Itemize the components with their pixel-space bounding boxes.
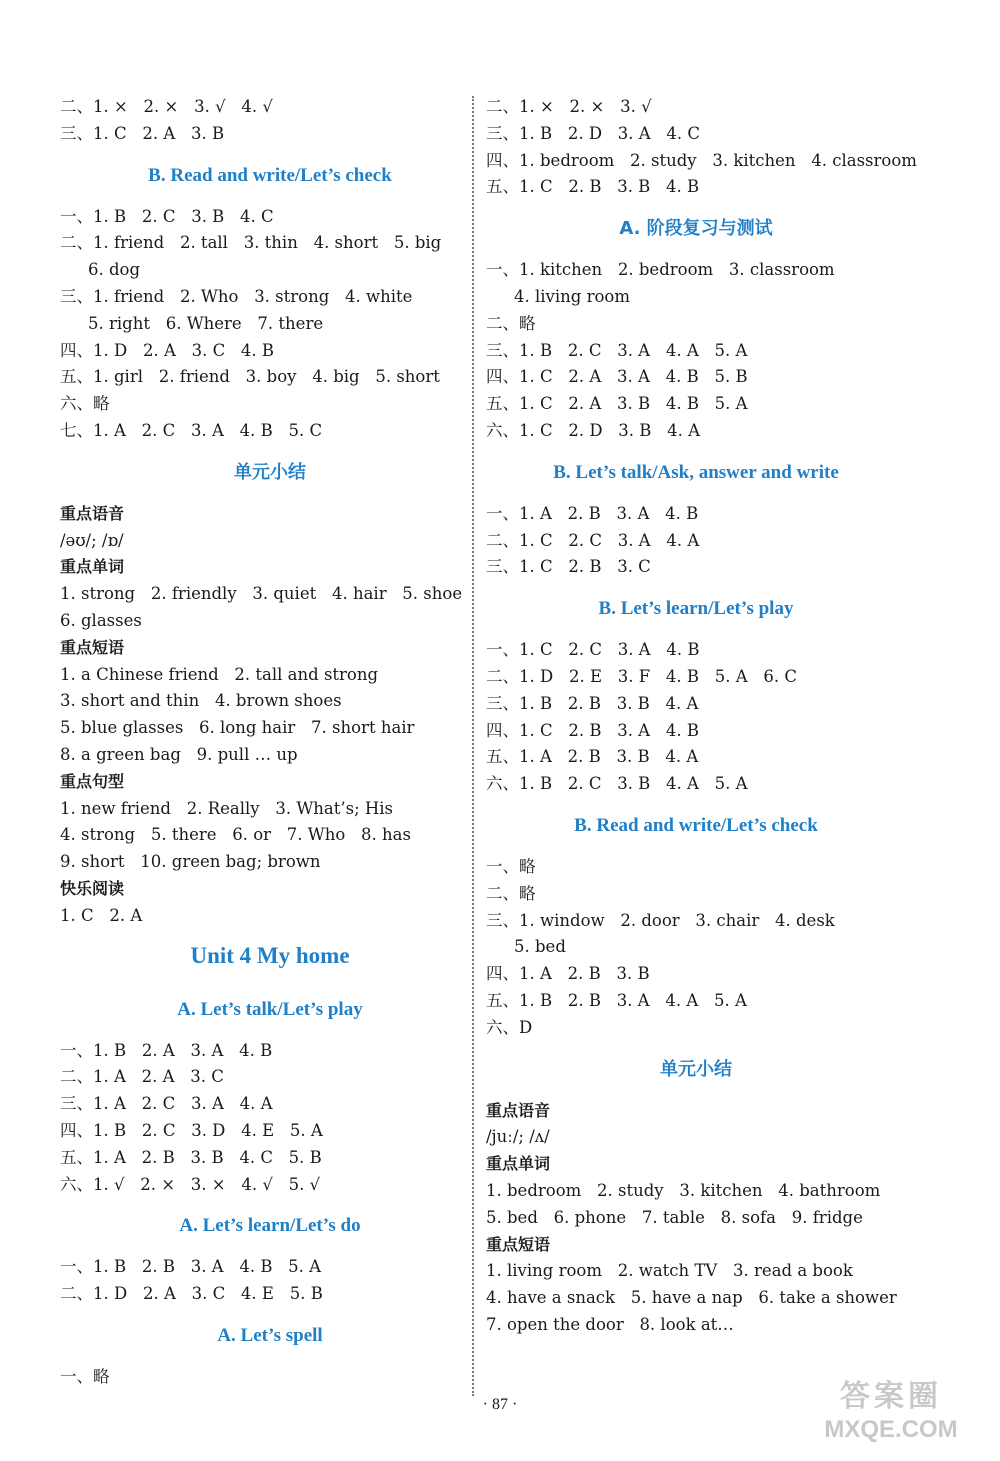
answer-line: 七、1. A 2. C 3. A 4. B 5. C [60, 420, 323, 440]
answer-line: 二、1. friend 2. tall 3. thin 4. short 5. big [60, 233, 442, 253]
answer-line: 五、1. girl 2. friend 3. boy 4. big 5. short [60, 367, 440, 387]
answer-line: 四、1. A 2. B 3. B [486, 964, 650, 984]
answer-line: 二、1. D 2. A 3. C 4. E 5. B [60, 1284, 323, 1304]
subsection-label: 重点单词 [60, 557, 125, 577]
answer-line: 二、1. A 2. A 3. C [60, 1067, 224, 1087]
subsection-label: 重点语音 [60, 503, 125, 523]
section-heading: A. Let’s talk/Let’s play [177, 998, 363, 1020]
answer-line: 1. a Chinese friend 2. tall and strong [60, 664, 379, 684]
answer-line: 三、1. B 2. C 3. A 4. A 5. A [486, 340, 748, 360]
watermark-logo [796, 1379, 986, 1451]
answer-line: 6. dog [88, 260, 141, 280]
section-heading: B. Read and write/Let’s check [574, 814, 818, 836]
left-column [60, 94, 480, 1391]
answer-line: 五、1. B 2. B 3. A 4. A 5. A [486, 990, 747, 1010]
answer-line: 一、1. kitchen 2. bedroom 3. classroom [486, 260, 835, 280]
answer-line: 9. short 10. green bag; brown [60, 852, 321, 872]
watermark-bottom: MXQE.COM [824, 1416, 958, 1443]
answer-line: 4. living room [514, 286, 630, 306]
answer-line: 二、1. × 2. × 3. √ 4. √ [60, 97, 273, 116]
answer-line: 5. blue glasses 6. long hair 7. short hair [60, 718, 415, 738]
answer-line: 1. new friend 2. Really 3. What’s; His [60, 798, 394, 818]
answer-line: 五、1. A 2. B 3. B 4. A [486, 747, 699, 767]
answer-line: 三、1. window 2. door 3. chair 4. desk [486, 910, 835, 930]
subsection-label: 快乐阅读 [60, 878, 125, 898]
answer-line: 1. living room 2. watch TV 3. read a book [486, 1261, 853, 1281]
answer-line: 二、1. D 2. E 3. F 4. B 5. A 6. C [486, 666, 797, 686]
answer-line: 一、1. C 2. C 3. A 4. B [486, 640, 700, 660]
section-heading: B. Let’s talk/Ask, answer and write [553, 461, 839, 483]
answer-line: 四、1. D 2. A 3. C 4. B [60, 340, 275, 360]
answer-line: 六、1. C 2. D 3. B 4. A [486, 420, 701, 440]
section-heading: B. Let’s learn/Let’s play [598, 598, 794, 620]
answer-line: 4. strong 5. there 6. or 7. Who 8. has [60, 825, 411, 845]
answer-line: 三、1. A 2. C 3. A 4. A [60, 1094, 273, 1114]
answer-line: 一、略 [486, 856, 536, 876]
answer-line: 六、1. B 2. C 3. B 4. A 5. A [486, 774, 748, 794]
answer-line: 三、1. B 2. B 3. B 4. A [486, 693, 699, 713]
answer-line: 二、1. C 2. C 3. A 4. A [486, 530, 700, 550]
answer-line: 六、1. √ 2. × 3. × 4. √ 5. √ [60, 1174, 321, 1194]
answer-line: 7. open the door 8. look at… [486, 1314, 734, 1334]
answer-line: 5. bed [514, 937, 566, 957]
answer-line: 六、略 [60, 394, 110, 414]
answer-line: 一、略 [60, 1366, 110, 1386]
subsection-label: 重点语音 [486, 1100, 551, 1120]
section-heading: A. Let’s spell [217, 1324, 323, 1346]
answer-line: 5. bed 6. phone 7. table 8. sofa 9. fridge [486, 1207, 863, 1227]
answer-line: 五、1. A 2. B 3. B 4. C 5. B [60, 1147, 322, 1167]
answer-line: 二、略 [486, 883, 536, 903]
answer-line: 五、1. C 2. B 3. B 4. B [486, 177, 700, 197]
answer-line: 1. C 2. A [60, 905, 143, 925]
section-heading: 单元小结 [234, 461, 306, 483]
answer-line: 4. have a snack 5. have a nap 6. take a shower [486, 1288, 897, 1308]
answer-line: 二、略 [486, 313, 536, 333]
answer-line: 1. bedroom 2. study 3. kitchen 4. bathroom [486, 1180, 881, 1200]
unit-title: Unit 4 My home [190, 942, 350, 968]
subsection-label: 重点单词 [486, 1154, 551, 1174]
answer-line: 一、1. B 2. A 3. A 4. B [60, 1040, 273, 1060]
answer-line: 二、1. × 2. × 3. √ [486, 97, 652, 116]
section-heading: A. Let’s learn/Let’s do [179, 1215, 361, 1237]
answer-line: 8. a green bag 9. pull … up [60, 744, 298, 764]
answer-line: 五、1. C 2. A 3. B 4. B 5. A [486, 394, 748, 414]
column-divider [472, 96, 474, 1396]
answer-line: 四、1. bedroom 2. study 3. kitchen 4. classroom [486, 150, 917, 170]
answer-line: 5. right 6. Where 7. there [88, 313, 324, 333]
section-heading: B. Read and write/Let’s check [148, 164, 392, 186]
answer-line: 四、1. C 2. B 3. A 4. B [486, 720, 699, 740]
answer-line: 一、1. A 2. B 3. A 4. B [486, 503, 699, 523]
answer-line: 3. short and thin 4. brown shoes [60, 691, 342, 711]
section-heading: A. 阶段复习与测试 [619, 218, 773, 240]
answer-line: 6. glasses [60, 610, 142, 630]
answer-line: 三、1. B 2. D 3. A 4. C [486, 123, 701, 143]
answer-line: 三、1. friend 2. Who 3. strong 4. white [60, 286, 413, 306]
subsection-label: 重点短语 [486, 1234, 551, 1254]
answer-line: 一、1. B 2. C 3. B 4. C [60, 206, 274, 226]
answer-line: 三、1. C 2. B 3. C [486, 557, 651, 577]
answer-line: 六、D [486, 1017, 533, 1037]
section-heading: 单元小结 [660, 1058, 732, 1080]
watermark-top: 答案圈 [840, 1380, 942, 1413]
page-number: · 87 · [482, 1396, 518, 1413]
subsection-label: 重点短语 [60, 637, 125, 657]
right-column [486, 94, 917, 1339]
answer-line: 四、1. C 2. A 3. A 4. B 5. B [486, 367, 748, 387]
answer-line: /əʊ/; /ɒ/ [60, 530, 124, 550]
answer-line: 四、1. B 2. C 3. D 4. E 5. A [60, 1120, 323, 1140]
subsection-label: 重点句型 [60, 771, 125, 791]
answer-line: 1. strong 2. friendly 3. quiet 4. hair 5. shoe [60, 584, 463, 604]
answer-line: 三、1. C 2. A 3. B [60, 123, 225, 143]
answer-line: /juː/; /ʌ/ [486, 1127, 550, 1147]
answer-line: 一、1. B 2. B 3. A 4. B 5. A [60, 1257, 322, 1277]
